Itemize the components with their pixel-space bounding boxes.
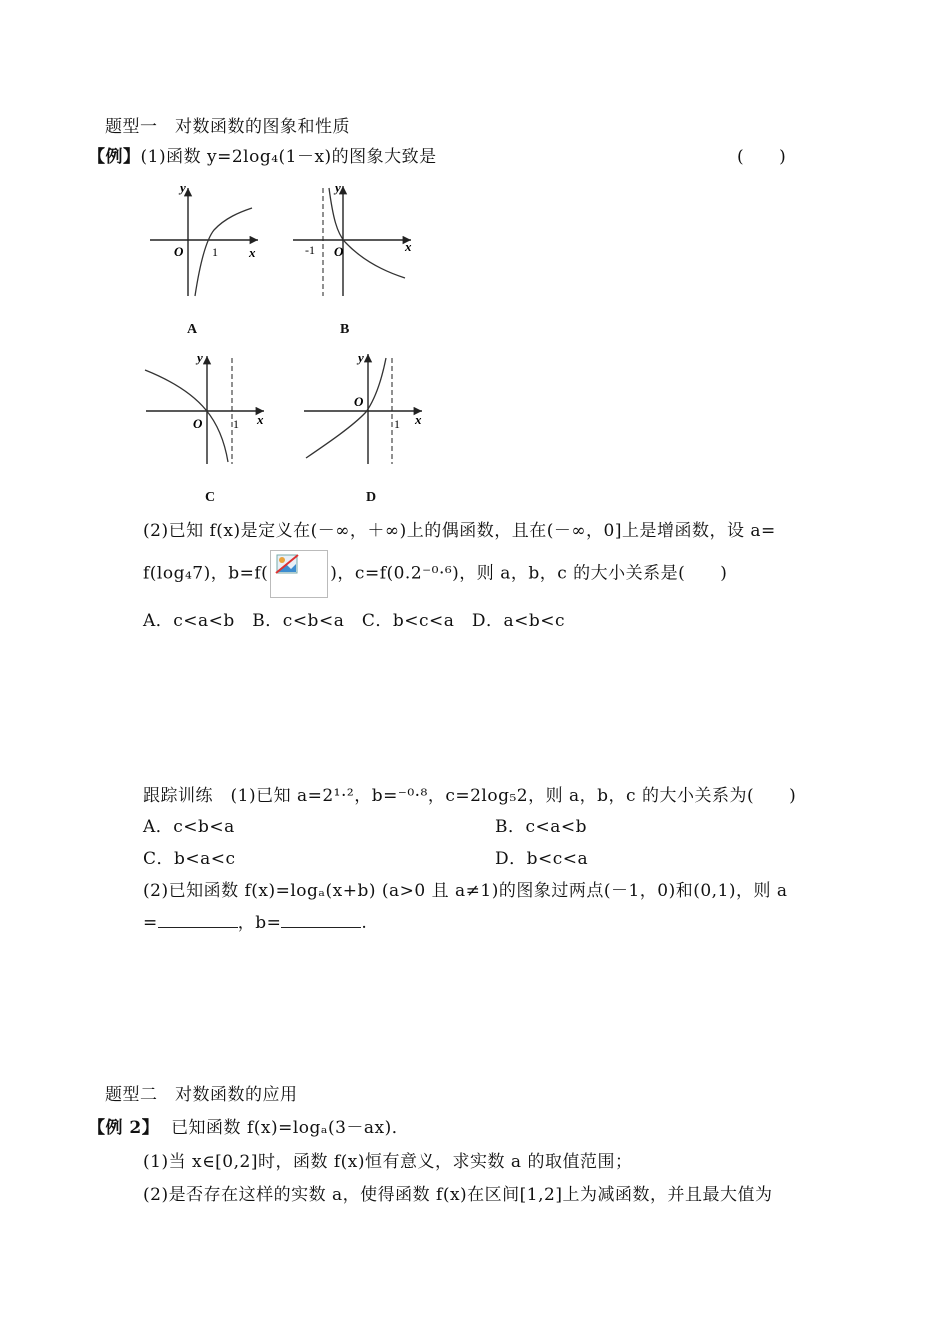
practice-option-c: C．b<a<c bbox=[143, 849, 236, 869]
graph-b bbox=[285, 178, 420, 303]
practice-q2-end: . bbox=[361, 913, 368, 933]
graph-d-tick: 1 bbox=[394, 417, 400, 431]
graph-b-origin: O bbox=[334, 244, 344, 259]
graph-d-origin: O bbox=[354, 394, 364, 409]
graph-d-x-label: x bbox=[415, 412, 422, 427]
section-title-1: 题型一 对数函数的图象和性质 bbox=[105, 117, 350, 137]
graph-a-x-label: x bbox=[249, 245, 256, 260]
graph-d-label: D bbox=[366, 490, 377, 505]
graph-b-x-label: x bbox=[405, 239, 412, 254]
q2-line-2-b: )，c=f(0.2⁻⁰·⁶)，则 a，b，c 的大小关系是( ) bbox=[330, 563, 728, 584]
example-2-q2: (2)是否存在这样的实数 a，使得函数 f(x)在区间[1,2]上为减函数，并且最大值为 bbox=[143, 1185, 773, 1205]
graph-c-tick: 1 bbox=[233, 417, 239, 431]
graph-c-origin: O bbox=[193, 416, 203, 431]
example-tag: 【例】 bbox=[88, 147, 141, 167]
example-2-stem bbox=[88, 1117, 409, 1139]
practice-q2-line-1: (2)已知函数 f(x)=logₐ(x+b) (a>0 且 a≠1)的图象过两点(－1，0)和(0,1)，则 a bbox=[143, 881, 788, 901]
answer-blank-a[interactable] bbox=[158, 913, 238, 928]
practice-option-b: B．c<a<b bbox=[495, 817, 588, 837]
graph-c bbox=[140, 348, 275, 468]
q2-line-2 bbox=[143, 550, 727, 598]
graph-c-x-label: x bbox=[257, 412, 264, 427]
section-title-2: 题型二 对数函数的应用 bbox=[105, 1085, 298, 1105]
graph-a-origin: O bbox=[174, 244, 184, 259]
graph-a-tick: 1 bbox=[212, 245, 218, 259]
graph-a bbox=[140, 178, 270, 303]
practice-line-1: 跟踪训练 (1)已知 a=2¹·²，b=⁻⁰·⁸，c=2log₅2，则 a，b，c 的大小关系为( ) bbox=[143, 786, 797, 806]
graph-c-label: C bbox=[205, 490, 216, 505]
example-2-stem-text: 已知函数 f(x)=logₐ(3－ax)． bbox=[171, 1118, 410, 1138]
graph-d-y-label: y bbox=[358, 350, 364, 365]
practice-option-a: A．c<b<a bbox=[143, 817, 235, 837]
answer-paren: ( ) bbox=[737, 147, 787, 167]
q2-options: A．c<a<b B．c<b<a C．b<c<a D．a<b<c bbox=[143, 611, 566, 631]
broken-image-icon bbox=[270, 550, 328, 598]
graph-c-y-label: y bbox=[197, 350, 203, 365]
example-2-q1: (1)当 x∈[0,2]时，函数 f(x)恒有意义，求实数 a 的取值范围； bbox=[143, 1152, 633, 1172]
graph-a-label: A bbox=[187, 322, 198, 337]
graph-b-y-label: y bbox=[335, 180, 341, 195]
graph-d bbox=[298, 348, 433, 468]
graph-b-label: B bbox=[340, 322, 350, 337]
example-1-question bbox=[88, 146, 437, 168]
practice-option-d: D．b<c<a bbox=[495, 849, 589, 869]
graph-b-tick: -1 bbox=[305, 243, 315, 257]
practice-q2-line-2 bbox=[143, 912, 367, 934]
graph-a-y-label: y bbox=[180, 180, 186, 195]
q1-text: (1)函数 y=2log₄(1－x)的图象大致是 bbox=[140, 147, 437, 167]
practice-q2-eq: = bbox=[143, 913, 158, 933]
q2-line-1: (2)已知 f(x)是定义在(－∞，＋∞)上的偶函数，且在(－∞，0]上是增函数，设 a= bbox=[143, 521, 776, 541]
example-2-tag: 【例 2】 bbox=[88, 1118, 160, 1138]
answer-blank-b[interactable] bbox=[281, 913, 361, 928]
q2-line-2-a: f(log₄7)，b=f( bbox=[143, 563, 269, 584]
practice-q2-b: ，b= bbox=[237, 913, 282, 933]
